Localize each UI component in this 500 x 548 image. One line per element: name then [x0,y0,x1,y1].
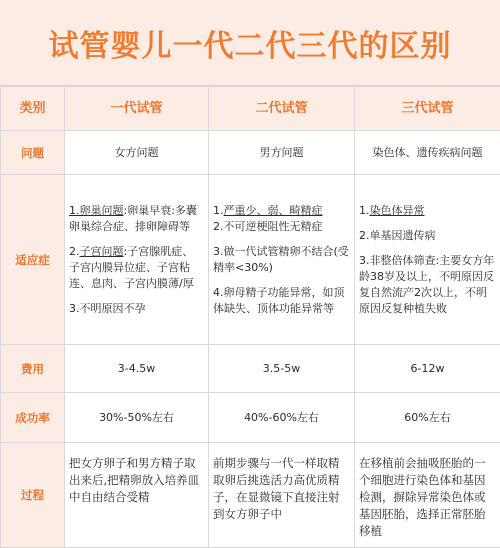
indication-gen3-item3: 3.非整倍体筛查:主要女方年龄38岁及以上，不明原因反复自然流产2次以上，不明原因反复种植失败 [359,253,496,317]
row-cost [1,345,500,393]
cell-cost-gen2: 3.5-5w [209,345,355,393]
header-ivf-gen1: 一代试管 [65,87,209,131]
item-heading: 染色体异常 [370,204,425,217]
row-process [1,443,500,548]
title-banner [0,0,500,86]
item-number: 1. [69,204,80,217]
item-number: 1. [213,204,224,217]
header-ivf-gen2: 二代试管 [209,87,355,131]
row-success-rate [1,393,500,443]
indication-gen2-item3: 3.做一代试管精卵不结合(受精率<30%) [213,244,350,276]
indication-gen1-item3: 3.不明原因不孕 [69,301,204,317]
item-number: 2. [69,245,80,258]
indication-gen1-item2 [69,244,204,292]
row-label-indication: 适应症 [1,175,65,345]
row-indication [1,175,500,345]
item-number: 1. [359,204,370,217]
row-label-problem: 问题 [1,131,65,175]
item-heading: 卵巢问题 [80,204,124,217]
cell-problem-gen1: 女方问题 [65,131,209,175]
comparison-table [0,86,500,548]
indication-gen3-item1 [359,203,496,219]
indication-gen3-item2: 2.单基因遗传病 [359,228,496,244]
cell-problem-gen3: 染色体、遗传疾病问题 [355,131,500,175]
cell-success-gen3: 60%左右 [355,393,500,443]
header-ivf-gen3: 三代试管 [355,87,500,131]
indication-gen2-item2: 2.不可逆梗阻性无精症 [213,219,350,235]
cell-indication-gen2 [209,175,355,345]
cell-indication-gen1 [65,175,209,345]
indication-gen1-item1 [69,203,204,235]
row-problem [1,131,500,175]
cell-indication-gen3 [355,175,500,345]
indication-gen2-item4: 4.卵母精子功能异常，如顶体缺失、顶体功能异常等 [213,285,350,317]
header-row [1,87,500,131]
row-label-cost: 费用 [1,345,65,393]
cell-success-gen1: 30%-50%左右 [65,393,209,443]
item-heading: 严重少、弱、畸精症 [224,204,323,217]
row-label-process: 过程 [1,443,65,548]
row-label-success-rate: 成功率 [1,393,65,443]
cell-process-gen1: 把女方卵子和男方精子取出来后,把精卵放入培养皿中自由结合受精 [65,443,209,548]
cell-process-gen2: 前期步骤与一代一样取精取卵后挑选活力高优质精子，在显微镜下直接注射到女方卵子中 [209,443,355,548]
cell-success-gen2: 40%-60%左右 [209,393,355,443]
indication-gen2-item1 [213,203,350,219]
cell-cost-gen3: 6-12w [355,345,500,393]
cell-process-gen3: 在移植前会抽吸胚胎的一个细胞进行染色体和基因检测，摒除异常染色体或基因胚胎，选择正常胚胎移植 [355,443,500,548]
page-title: 试管婴儿一代二代三代的区别 [49,21,452,65]
item-text: :卵巢早衰:多囊卵巢综合症、排卵障碍等 [69,204,197,233]
cell-problem-gen2: 男方问题 [209,131,355,175]
header-category: 类别 [1,87,65,131]
item-heading: 子宫问题 [80,245,124,258]
item-text: :子宫腺肌症、子宫内膜异位症、子宫粘连、息肉、子宫内膜薄/厚 [69,245,194,290]
cell-cost-gen1: 3-4.5w [65,345,209,393]
